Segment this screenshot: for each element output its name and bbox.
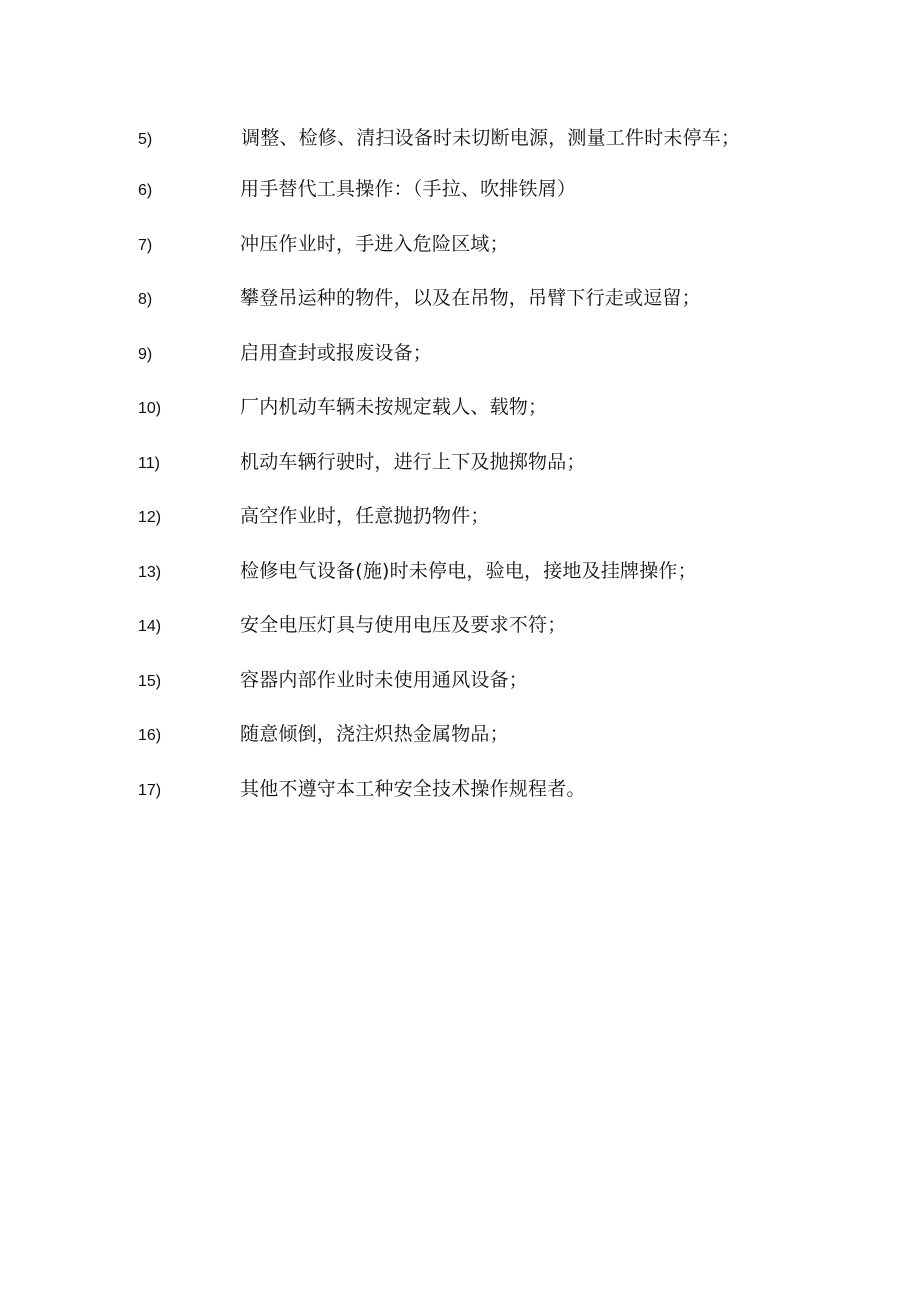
- item-text: 启用查封或报废设备；: [240, 341, 433, 364]
- item-text: 用手替代工具操作：（手拉、吹排铁屑）: [240, 178, 577, 200]
- item-number: 14): [138, 618, 162, 635]
- item-text: 高空作业时，任意抛扔物件；: [240, 505, 490, 527]
- list-item: [138, 226, 778, 263]
- item-number: 15): [138, 672, 162, 690]
- item-text: 容器内部作业时未使用通风设备；: [240, 668, 529, 691]
- list-item: [138, 498, 778, 535]
- item-text: 安全电压灯具与使用电压及要求不符；: [240, 614, 567, 636]
- list-item: [138, 716, 778, 753]
- list-item: [138, 444, 778, 481]
- item-number: 5): [138, 131, 153, 148]
- item-text: 随意倾倒，浇注炽热金属物品；: [240, 723, 509, 745]
- list-item: [138, 771, 778, 808]
- item-number: 16): [138, 727, 162, 744]
- list-item: [138, 335, 778, 372]
- item-text: 其他不遵守本工种安全技术操作规程者。: [240, 777, 586, 800]
- item-number: 17): [138, 781, 162, 799]
- list-item: [138, 171, 778, 208]
- item-text: 冲压作业时，手进入危险区域；: [240, 232, 509, 255]
- item-text: 厂内机动车辆未按规定载人、载物；: [240, 396, 548, 418]
- list-item: [138, 389, 778, 426]
- item-number: 11): [138, 454, 160, 472]
- list-item: [138, 662, 778, 699]
- list-item: [138, 120, 778, 157]
- item-number: 10): [138, 400, 162, 417]
- list-item: [138, 280, 778, 317]
- violation-list: [138, 120, 778, 825]
- item-number: 12): [138, 509, 162, 526]
- item-number: 13): [138, 563, 162, 581]
- list-item: [138, 607, 778, 644]
- item-number: 6): [138, 182, 153, 199]
- item-number: 7): [138, 236, 153, 254]
- item-number: 9): [138, 345, 153, 363]
- item-text: 检修电气设备(施)时未停电，验电，接地及挂牌操作；: [240, 559, 697, 582]
- item-number: 8): [138, 291, 153, 308]
- item-text: 机动车辆行驶时，进行上下及抛掷物品；: [240, 450, 586, 473]
- item-text: 调整、检修、清扫设备时未切断电源，测量工件时未停车；: [241, 127, 741, 149]
- item-text: 攀登吊运种的物件，以及在吊物，吊臂下行走或逗留；: [240, 287, 701, 309]
- list-item: [138, 553, 778, 590]
